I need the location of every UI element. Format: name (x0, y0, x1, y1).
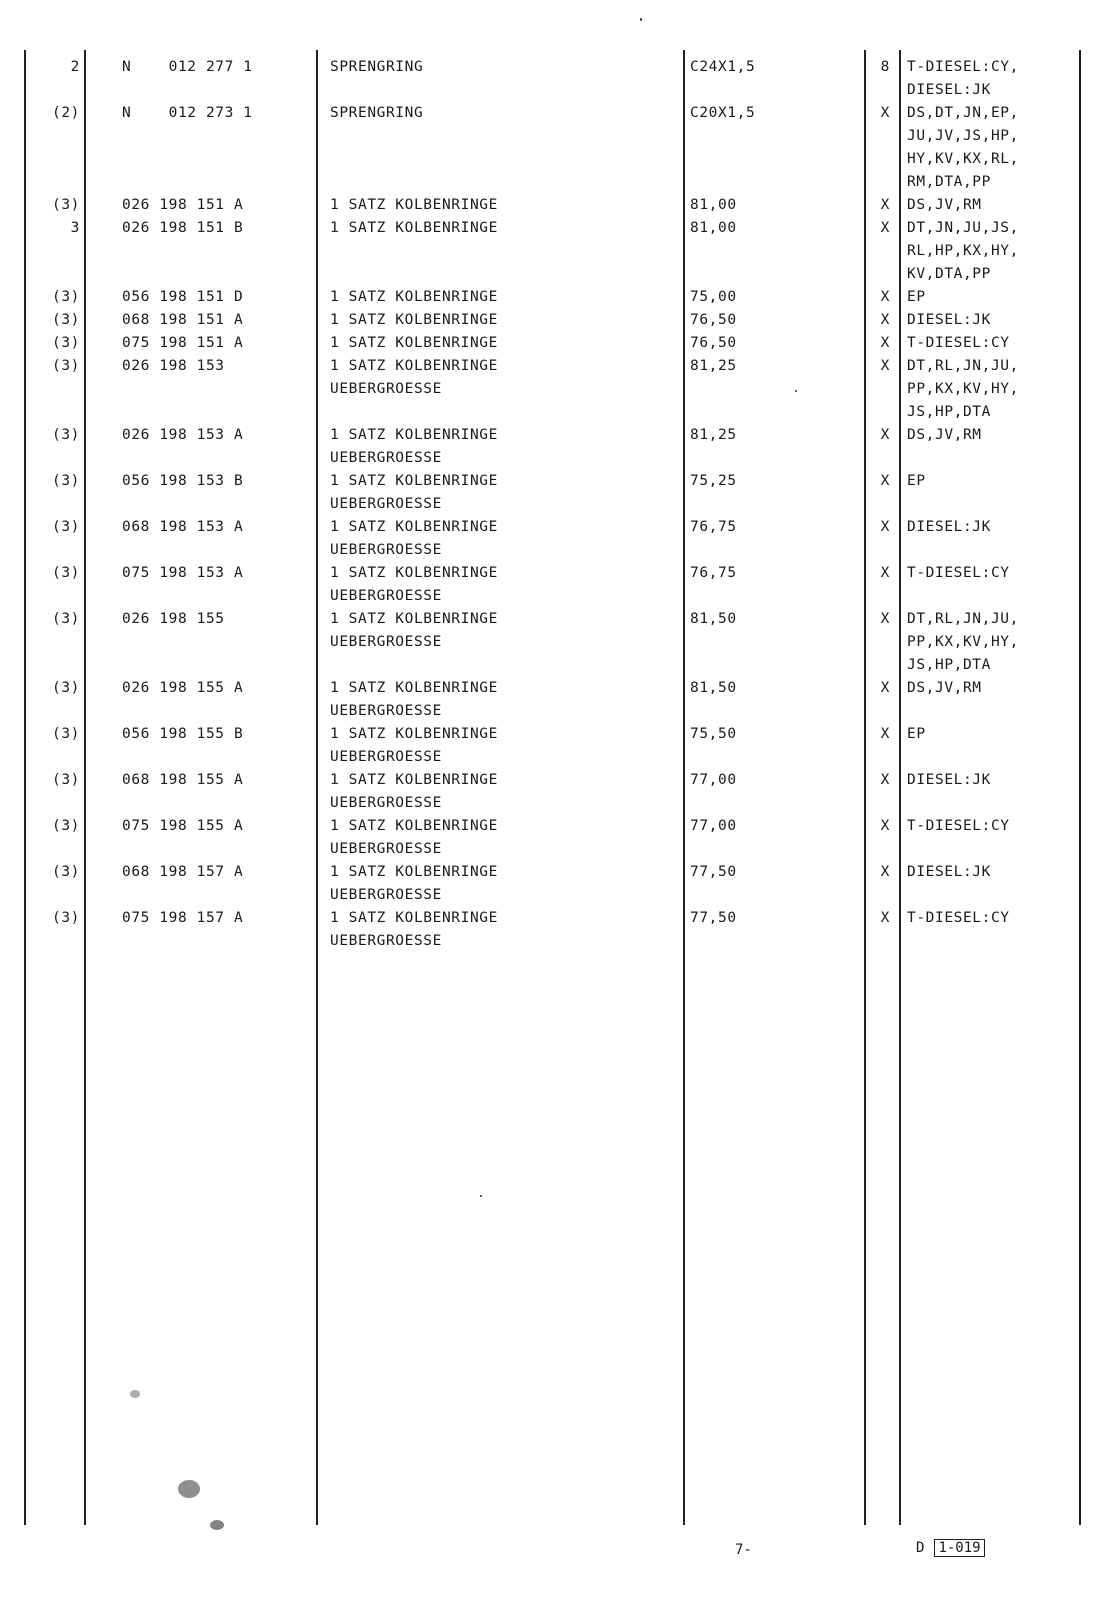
application-line: JS,HP,DTA (907, 404, 991, 420)
size-value: C20X1,5 (690, 105, 756, 121)
application-line: DT,RL,JN,JU, (907, 611, 1019, 627)
table-row (0, 677, 1119, 723)
quantity-value: X (880, 611, 890, 627)
application-line: DT,JN,JU,JS, (907, 220, 1019, 236)
table-row (0, 424, 1119, 470)
description-line: 1 SATZ KOLBENRINGE (330, 680, 498, 696)
application-line: T-DIESEL:CY (907, 910, 1010, 926)
quantity-value: X (880, 312, 890, 328)
description-line: 1 SATZ KOLBENRINGE (330, 197, 498, 213)
application-line: DS,JV,RM (907, 680, 982, 696)
quantity-value: X (880, 864, 890, 880)
size-value: C24X1,5 (690, 59, 756, 75)
size-value: 75,00 (690, 289, 737, 305)
scan-speck (480, 1195, 482, 1197)
size-value: 81,25 (690, 358, 737, 374)
table-row (0, 861, 1119, 907)
description-line: 1 SATZ KOLBENRINGE (330, 335, 498, 351)
size-value: 76,50 (690, 335, 737, 351)
application-line: HY,KV,KX,RL, (907, 151, 1019, 167)
size-value: 77,00 (690, 818, 737, 834)
position-number: (3) (52, 473, 80, 489)
table-row (0, 516, 1119, 562)
application-line: T-DIESEL:CY (907, 335, 1010, 351)
application-line: DIESEL:JK (907, 312, 991, 328)
scan-speck (795, 390, 797, 392)
description-line: UEBERGROESSE (330, 933, 442, 949)
application-line: DS,DT,JN,EP, (907, 105, 1019, 121)
part-number: 026 198 155 (122, 611, 225, 627)
position-number: 3 (70, 220, 80, 236)
application-line: T-DIESEL:CY, (907, 59, 1019, 75)
part-number: 026 198 153 (122, 358, 225, 374)
application-line: DIESEL:JK (907, 864, 991, 880)
quantity-value: X (880, 726, 890, 742)
part-number: 056 198 151 D (122, 289, 244, 305)
table-row (0, 815, 1119, 861)
table-row (0, 217, 1119, 286)
application-line: RL,HP,KX,HY, (907, 243, 1019, 259)
size-value: 75,50 (690, 726, 737, 742)
application-line: DT,RL,JN,JU, (907, 358, 1019, 374)
description-line: UEBERGROESSE (330, 795, 442, 811)
description-line: UEBERGROESSE (330, 703, 442, 719)
position-number: (3) (52, 358, 80, 374)
position-number: (3) (52, 864, 80, 880)
application-line: T-DIESEL:CY (907, 565, 1010, 581)
scan-speck (210, 1520, 224, 1530)
table-row (0, 332, 1119, 355)
position-number: (3) (52, 726, 80, 742)
description-line: 1 SATZ KOLBENRINGE (330, 772, 498, 788)
description-line: 1 SATZ KOLBENRINGE (330, 473, 498, 489)
table-row (0, 102, 1119, 194)
description-line: 1 SATZ KOLBENRINGE (330, 726, 498, 742)
part-number: N 012 273 1 (122, 105, 253, 121)
part-number: 075 198 155 A (122, 818, 244, 834)
description-line: UEBERGROESSE (330, 887, 442, 903)
position-number: (3) (52, 197, 80, 213)
position-number: (2) (52, 105, 80, 121)
section-reference (916, 1540, 985, 1556)
application-line: DIESEL:JK (907, 772, 991, 788)
size-value: 81,50 (690, 611, 737, 627)
position-number: (3) (52, 565, 80, 581)
description-line: 1 SATZ KOLBENRINGE (330, 289, 498, 305)
section-letter: D (916, 1540, 925, 1556)
application-line: DIESEL:JK (907, 82, 991, 98)
table-row (0, 355, 1119, 424)
application-line: PP,KX,KV,HY, (907, 381, 1019, 397)
scan-speck (130, 1390, 140, 1398)
part-number: 026 198 151 B (122, 220, 244, 236)
description-line: UEBERGROESSE (330, 634, 442, 650)
description-line: SPRENGRING (330, 59, 424, 75)
application-line: RM,DTA,PP (907, 174, 991, 190)
description-line: 1 SATZ KOLBENRINGE (330, 818, 498, 834)
quantity-value: X (880, 680, 890, 696)
description-line: UEBERGROESSE (330, 841, 442, 857)
description-line: 1 SATZ KOLBENRINGE (330, 910, 498, 926)
table-row (0, 608, 1119, 677)
application-line: DS,JV,RM (907, 197, 982, 213)
table-row (0, 470, 1119, 516)
quantity-value: X (880, 197, 890, 213)
size-value: 77,50 (690, 864, 737, 880)
description-line: UEBERGROESSE (330, 381, 442, 397)
description-line: 1 SATZ KOLBENRINGE (330, 312, 498, 328)
scan-speck (178, 1480, 200, 1498)
quantity-value: X (880, 289, 890, 305)
size-value: 77,50 (690, 910, 737, 926)
position-number: 2 (70, 59, 80, 75)
description-line: UEBERGROESSE (330, 588, 442, 604)
quantity-value: X (880, 565, 890, 581)
scan-speck (640, 18, 642, 21)
part-number: 068 198 153 A (122, 519, 244, 535)
application-line: KV,DTA,PP (907, 266, 991, 282)
application-line: T-DIESEL:CY (907, 818, 1010, 834)
size-value: 76,50 (690, 312, 737, 328)
description-line: 1 SATZ KOLBENRINGE (330, 611, 498, 627)
part-number: 068 198 157 A (122, 864, 244, 880)
description-line: UEBERGROESSE (330, 450, 442, 466)
quantity-value: X (880, 519, 890, 535)
quantity-value: X (880, 335, 890, 351)
table-row (0, 309, 1119, 332)
description-line: UEBERGROESSE (330, 749, 442, 765)
part-number: 068 198 151 A (122, 312, 244, 328)
page-number: 7- (735, 1542, 752, 1558)
quantity-value: X (880, 473, 890, 489)
position-number: (3) (52, 680, 80, 696)
description-line: 1 SATZ KOLBENRINGE (330, 565, 498, 581)
part-number: 026 198 153 A (122, 427, 244, 443)
application-line: PP,KX,KV,HY, (907, 634, 1019, 650)
quantity-value: X (880, 105, 890, 121)
size-value: 75,25 (690, 473, 737, 489)
application-line: JU,JV,JS,HP, (907, 128, 1019, 144)
description-line: 1 SATZ KOLBENRINGE (330, 220, 498, 236)
table-row (0, 286, 1119, 309)
quantity-value: X (880, 910, 890, 926)
table-row (0, 562, 1119, 608)
quantity-value: X (880, 220, 890, 236)
quantity-value: 8 (880, 59, 890, 75)
part-number: 068 198 155 A (122, 772, 244, 788)
quantity-value: X (880, 772, 890, 788)
size-value: 81,25 (690, 427, 737, 443)
position-number: (3) (52, 289, 80, 305)
part-number: 056 198 153 B (122, 473, 244, 489)
part-number: 026 198 151 A (122, 197, 244, 213)
position-number: (3) (52, 772, 80, 788)
part-number: 075 198 153 A (122, 565, 244, 581)
description-line: UEBERGROESSE (330, 542, 442, 558)
table-row (0, 769, 1119, 815)
application-line: DS,JV,RM (907, 427, 982, 443)
quantity-value: X (880, 427, 890, 443)
quantity-value: X (880, 358, 890, 374)
position-number: (3) (52, 335, 80, 351)
position-number: (3) (52, 818, 80, 834)
application-line: DIESEL:JK (907, 519, 991, 535)
part-number: 075 198 151 A (122, 335, 244, 351)
table-row (0, 723, 1119, 769)
size-value: 76,75 (690, 565, 737, 581)
description-line: 1 SATZ KOLBENRINGE (330, 427, 498, 443)
description-line: 1 SATZ KOLBENRINGE (330, 358, 498, 374)
application-line: EP (907, 726, 926, 742)
size-value: 81,50 (690, 680, 737, 696)
position-number: (3) (52, 427, 80, 443)
size-value: 81,00 (690, 197, 737, 213)
position-number: (3) (52, 611, 80, 627)
application-line: EP (907, 473, 926, 489)
size-value: 81,00 (690, 220, 737, 236)
section-code: 1-019 (934, 1539, 984, 1557)
position-number: (3) (52, 312, 80, 328)
application-line: EP (907, 289, 926, 305)
part-number: 026 198 155 A (122, 680, 244, 696)
description-line: UEBERGROESSE (330, 496, 442, 512)
description-line: SPRENGRING (330, 105, 424, 121)
part-number: 075 198 157 A (122, 910, 244, 926)
table-row (0, 194, 1119, 217)
table-row (0, 907, 1119, 953)
quantity-value: X (880, 818, 890, 834)
size-value: 76,75 (690, 519, 737, 535)
size-value: 77,00 (690, 772, 737, 788)
part-number: 056 198 155 B (122, 726, 244, 742)
parts-table (0, 56, 1119, 953)
description-line: 1 SATZ KOLBENRINGE (330, 519, 498, 535)
application-line: JS,HP,DTA (907, 657, 991, 673)
position-number: (3) (52, 910, 80, 926)
position-number: (3) (52, 519, 80, 535)
table-row (0, 56, 1119, 102)
description-line: 1 SATZ KOLBENRINGE (330, 864, 498, 880)
part-number: N 012 277 1 (122, 59, 253, 75)
